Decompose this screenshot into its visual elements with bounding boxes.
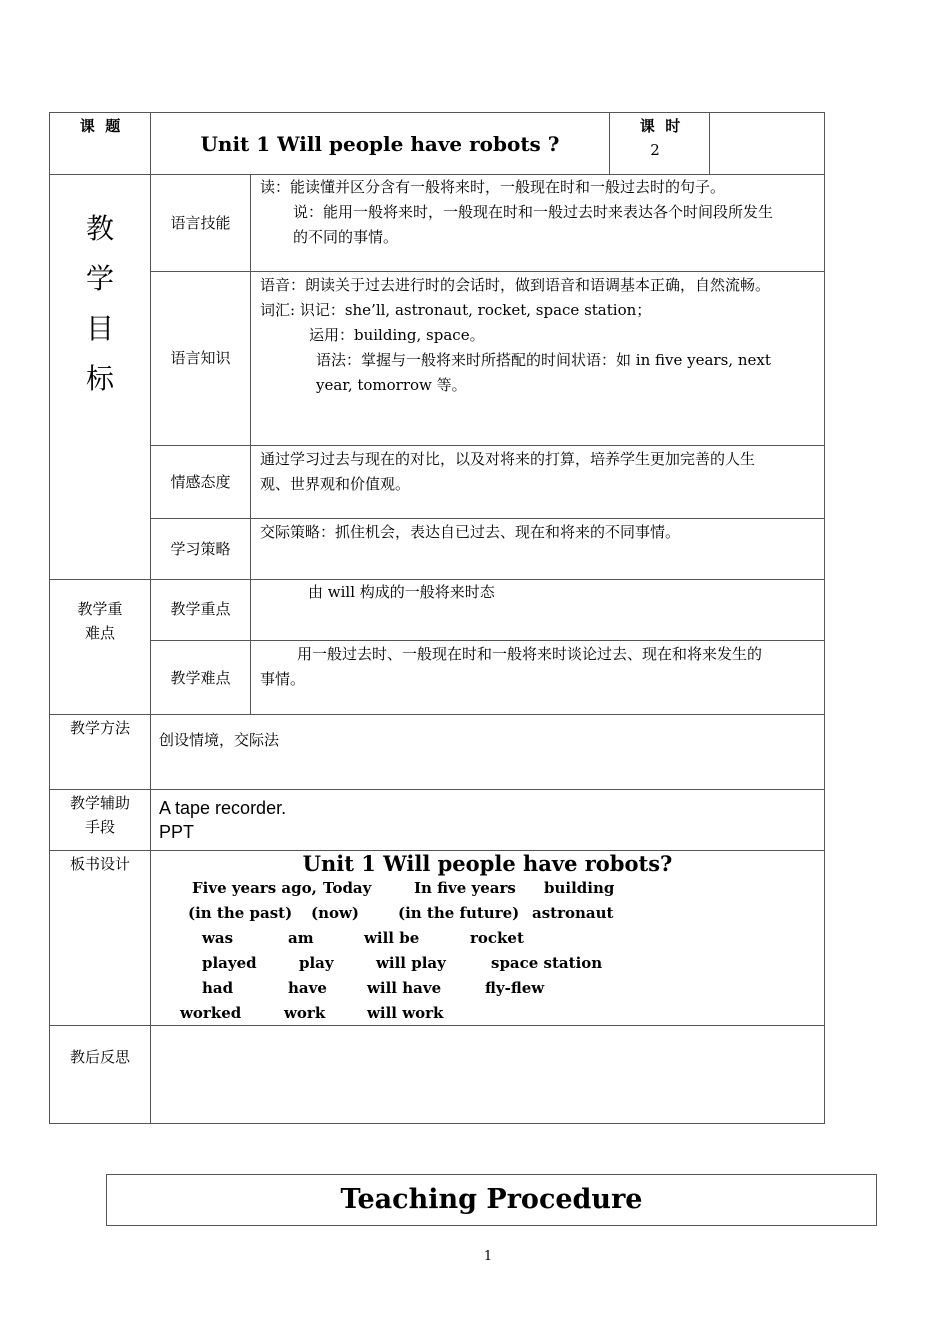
objectives-char-4: 标 [85, 362, 114, 395]
skills-line-1: 读：能读懂并区分含有一般将来时，一般现在时和一般过去时的句子。 [260, 178, 726, 196]
period-label: 课 时 [639, 117, 681, 135]
board-cell: Five years ago, [192, 879, 317, 897]
attitude-line-1: 通过学习过去与现在的对比，以及对将来的打算，培养学生更加完善的人生 [260, 450, 756, 468]
difficult-point-line-1: 用一般过去时、一般现在时和一般将来时谈论过去、现在和将来发生的 [297, 645, 763, 663]
board-title: Unit 1 Will people have robots? [302, 851, 673, 876]
strategy-text: 交际策略：抓住机会，表达自已过去、现在和将来的不同事情。 [260, 523, 681, 541]
board-cell: building [544, 879, 615, 897]
knowledge-line-4: 语法：掌握与一般将来时所搭配的时间状语：如 in five years, next [316, 351, 771, 369]
skills-line-2: 说：能用一般将来时，一般现在时和一般过去时来表达各个时间段所发生 [293, 203, 774, 221]
board-cell: was [202, 929, 234, 947]
difficult-point-label: 教学难点 [170, 669, 231, 687]
teaching-procedure-title: Teaching Procedure [340, 1184, 643, 1215]
key-point-text: 由 will 构成的一般将来时态 [308, 583, 495, 601]
method-text: 创设情境，交际法 [159, 731, 280, 749]
page-number: 1 [483, 1249, 493, 1264]
board-cell: play [299, 954, 334, 972]
aids-label-1: 教学辅助 [69, 794, 130, 812]
focus-group-label-1: 教学重 [77, 600, 123, 618]
objectives-char-2: 学 [85, 262, 114, 295]
knowledge-line-1: 语音：朗读关于过去进行时的会话时，做到语音和语调基本正确，自然流畅。 [260, 276, 771, 294]
board-cell: had [202, 979, 234, 997]
reflection-label: 教后反思 [69, 1048, 130, 1066]
topic-label: 课 题 [79, 117, 121, 135]
board-cell: space station [491, 954, 603, 972]
objectives-group-label [50, 204, 150, 404]
teaching-procedure-box [106, 1174, 877, 1226]
knowledge-label: 语言知识 [170, 349, 231, 367]
board-cell: rocket [470, 929, 524, 947]
knowledge-line-5: year, tomorrow 等。 [316, 376, 467, 394]
aids-line-1: A tape recorder. [159, 798, 287, 818]
board-cell: worked [180, 1004, 242, 1022]
board-cell: will have [367, 979, 442, 997]
board-cell: (in the future) [398, 904, 520, 922]
knowledge-line-3: 运用：building, space。 [309, 326, 485, 344]
focus-group-label-2: 难点 [84, 624, 115, 642]
board-cell: In five years [414, 879, 516, 897]
strategy-label: 学习策略 [170, 540, 231, 558]
knowledge-line-2: 词汇: 识记：she’ll, astronaut, rocket, space station； [260, 301, 652, 319]
skills-line-3: 的不同的事情。 [293, 228, 399, 246]
board-cell: will be [364, 929, 420, 947]
objectives-char-1: 教 [85, 212, 114, 245]
lesson-title: Unit 1 Will people have robots ? [200, 132, 560, 156]
skills-label: 语言技能 [170, 214, 231, 232]
board-cell: am [288, 929, 314, 947]
period-value: 2 [650, 141, 660, 159]
method-label: 教学方法 [69, 719, 130, 737]
board-cell: fly-flew [485, 979, 545, 997]
attitude-label: 情感态度 [170, 473, 231, 491]
board-cell: (now) [311, 904, 360, 922]
board-label: 板书设计 [69, 855, 130, 873]
board-cell: played [202, 954, 257, 972]
board-cell: astronaut [532, 904, 614, 922]
board-cell: have [288, 979, 327, 997]
key-point-label: 教学重点 [170, 600, 231, 618]
board-cell: (in the past) [188, 904, 293, 922]
board-cell: will play [376, 954, 446, 972]
aids-label-2: 手段 [84, 818, 115, 836]
board-cell: Today [323, 879, 372, 897]
board-cell: will work [367, 1004, 444, 1022]
difficult-point-line-2: 事情。 [260, 670, 306, 688]
aids-line-2: PPT [159, 822, 195, 842]
attitude-line-2: 观、世界观和价值观。 [260, 475, 411, 493]
board-cell: work [284, 1004, 326, 1022]
objectives-char-3: 目 [85, 312, 114, 345]
